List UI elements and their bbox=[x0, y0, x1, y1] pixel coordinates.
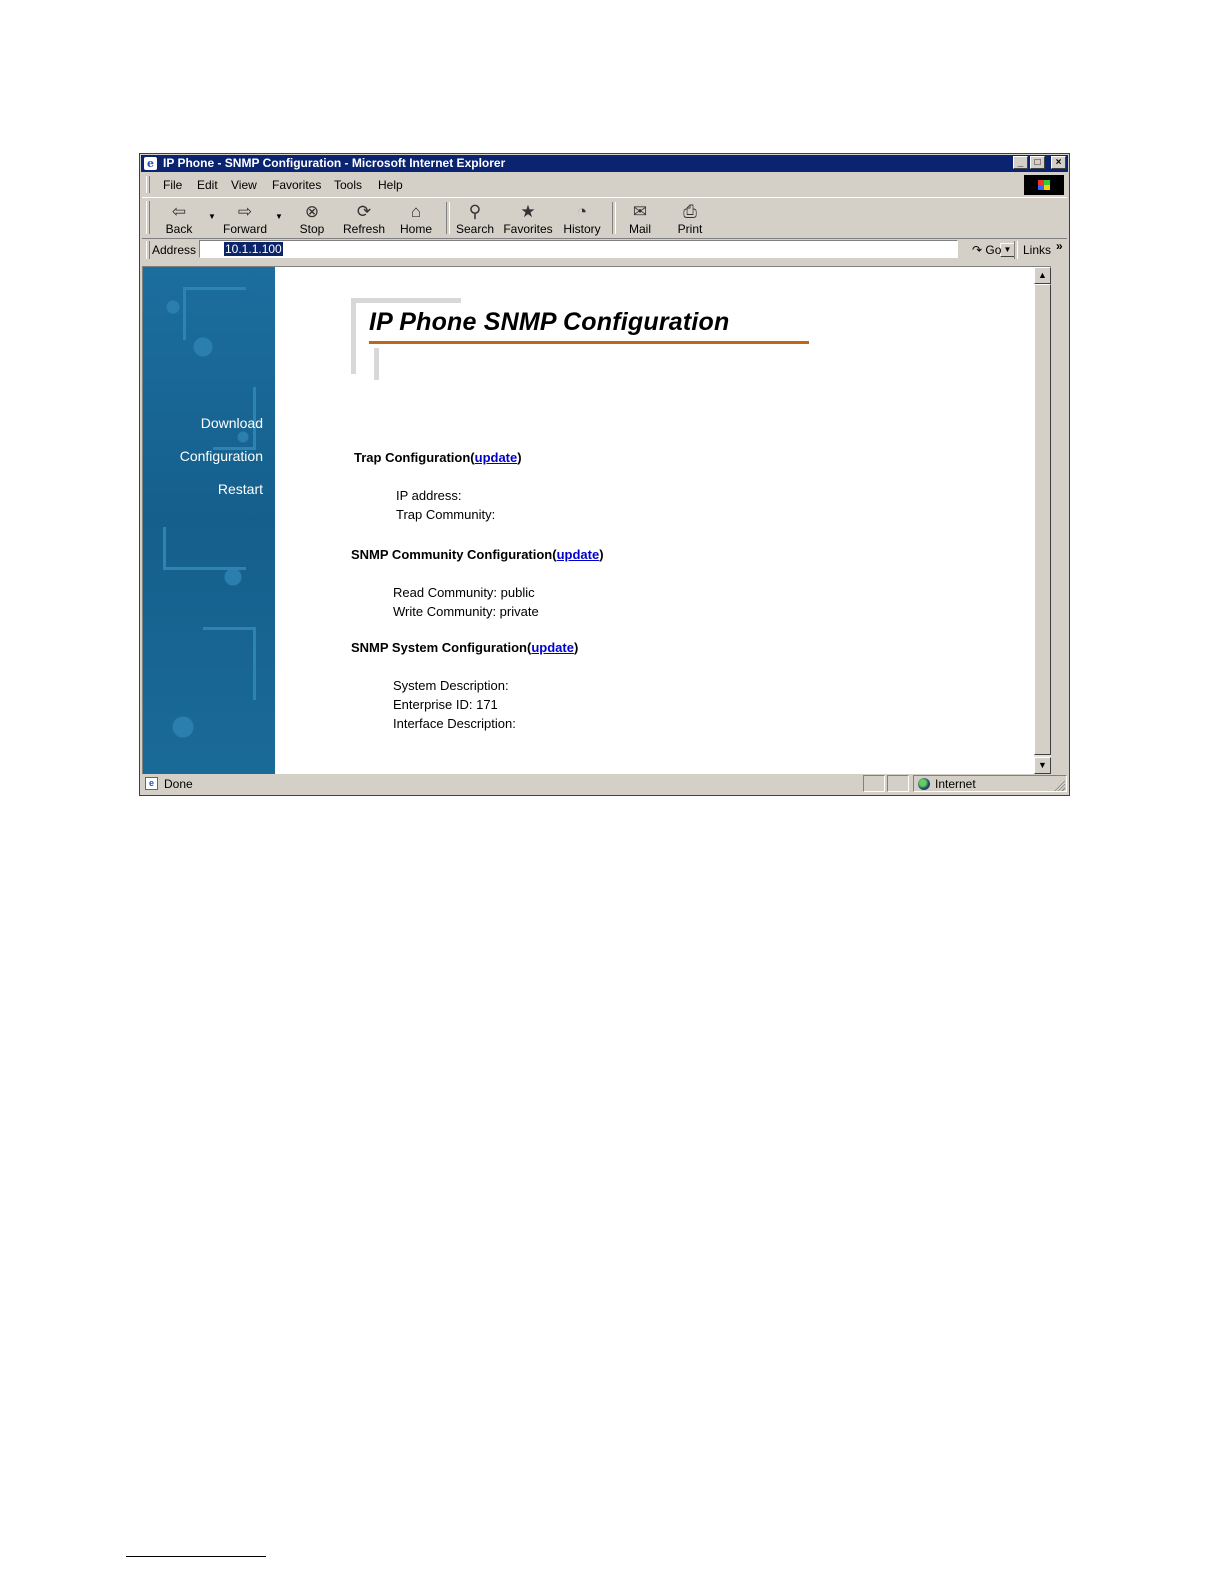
vertical-scrollbar[interactable] bbox=[1034, 267, 1051, 774]
menu-tools[interactable]: Tools bbox=[334, 178, 363, 192]
circuit-trace bbox=[183, 287, 246, 340]
favorites-button[interactable]: ★ Favorites bbox=[503, 202, 553, 236]
status-text: Done bbox=[164, 777, 193, 791]
scroll-thumb[interactable] bbox=[1034, 284, 1051, 755]
go-button[interactable]: ↷ Go bbox=[972, 243, 1002, 257]
forward-dropdown-icon[interactable]: ▼ bbox=[275, 212, 283, 221]
close-button[interactable]: × bbox=[1051, 156, 1066, 169]
address-dropdown-button[interactable]: ▼ bbox=[1000, 243, 1015, 257]
links-chevron-icon[interactable]: » bbox=[1056, 239, 1063, 253]
page-viewport bbox=[142, 266, 1051, 774]
status-bar bbox=[142, 774, 1067, 793]
title-underline bbox=[369, 341, 809, 344]
window-title: IP Phone - SNMP Configuration - Microsoft Internet Explorer bbox=[163, 156, 506, 170]
history-button[interactable]: ◔ History bbox=[560, 200, 604, 236]
scroll-up-button[interactable]: ▲ bbox=[1034, 267, 1051, 284]
favorites-folder-icon: ★ bbox=[520, 202, 536, 221]
printer-icon: ⎙ bbox=[683, 202, 697, 221]
go-arrow-icon: ↷ bbox=[972, 243, 983, 257]
menu-file[interactable]: File bbox=[163, 178, 183, 192]
addressbar-grip[interactable] bbox=[146, 241, 150, 259]
home-button[interactable]: ⌂ Home bbox=[396, 200, 436, 236]
read-community-field: Read Community: public bbox=[393, 585, 535, 600]
links-separator bbox=[1014, 241, 1018, 259]
community-update-link[interactable]: update bbox=[556, 547, 600, 562]
menu-favorites[interactable]: Favorites bbox=[272, 178, 322, 192]
stop-button[interactable]: ⊗ Stop bbox=[292, 200, 332, 236]
minimize-button[interactable]: _ bbox=[1013, 156, 1028, 169]
page-title: IP Phone SNMP Configuration bbox=[369, 308, 730, 336]
main-content bbox=[275, 267, 1034, 774]
scroll-down-button[interactable]: ▼ bbox=[1034, 757, 1051, 774]
refresh-button[interactable]: ⟳ Refresh bbox=[340, 200, 388, 236]
interface-description-field: Interface Description: bbox=[393, 716, 516, 731]
toolbar-separator bbox=[446, 202, 450, 234]
back-button[interactable]: ⇦ Back bbox=[158, 200, 200, 236]
circuit-trace bbox=[163, 527, 246, 570]
windows-logo-icon bbox=[1024, 175, 1064, 195]
nav-configuration[interactable]: Configuration bbox=[179, 448, 263, 464]
menu-view[interactable]: View bbox=[231, 178, 257, 192]
address-label: Address bbox=[152, 243, 197, 257]
browser-window bbox=[139, 153, 1070, 796]
standard-toolbar bbox=[142, 197, 1067, 239]
status-pane bbox=[887, 775, 909, 792]
community-config-heading: SNMP Community Configuration(update) bbox=[351, 547, 604, 562]
resize-grip-icon[interactable] bbox=[1053, 779, 1065, 791]
history-icon: ◔ bbox=[576, 202, 588, 221]
maximize-button[interactable]: □ bbox=[1030, 156, 1045, 169]
menu-bar bbox=[142, 174, 1067, 195]
search-icon: ⚲ bbox=[468, 202, 482, 221]
refresh-icon: ⟳ bbox=[356, 202, 372, 221]
trap-ip-address-field: IP address: bbox=[396, 488, 462, 503]
enterprise-id-field: Enterprise ID: 171 bbox=[393, 697, 498, 712]
mail-button[interactable]: ✉ Mail bbox=[620, 200, 660, 236]
system-update-link[interactable]: update bbox=[531, 640, 574, 655]
toolbar-separator bbox=[612, 202, 616, 234]
menu-help[interactable]: Help bbox=[378, 178, 403, 192]
circuit-trace bbox=[203, 627, 256, 700]
address-bar bbox=[142, 239, 1067, 261]
back-dropdown-icon[interactable]: ▼ bbox=[208, 212, 216, 221]
mail-icon: ✉ bbox=[632, 202, 648, 221]
page-done-icon: e bbox=[145, 777, 158, 790]
print-button[interactable]: ⎙ Print bbox=[672, 200, 708, 236]
footnote-separator bbox=[126, 1556, 266, 1557]
system-config-heading: SNMP System Configuration(update) bbox=[351, 640, 579, 655]
write-community-field: Write Community: private bbox=[393, 604, 539, 619]
links-button[interactable]: Links bbox=[1023, 243, 1052, 257]
system-description-field: System Description: bbox=[393, 678, 509, 693]
forward-button[interactable]: ⇨ Forward bbox=[220, 200, 270, 236]
toolbar-grip[interactable] bbox=[146, 201, 150, 234]
sidebar bbox=[143, 267, 275, 774]
trap-community-field: Trap Community: bbox=[396, 507, 496, 522]
back-arrow-icon: ⇦ bbox=[171, 202, 187, 221]
zone-text: Internet bbox=[935, 777, 976, 791]
trap-update-link[interactable]: update bbox=[474, 450, 518, 465]
address-value[interactable]: 10.1.1.100 bbox=[225, 242, 282, 256]
zone-pane bbox=[913, 775, 1067, 792]
trap-config-heading: Trap Configuration(update) bbox=[354, 450, 522, 465]
stop-icon: ⊗ bbox=[304, 202, 320, 221]
menu-edit[interactable]: Edit bbox=[197, 178, 218, 192]
status-pane bbox=[863, 775, 885, 792]
search-button[interactable]: ⚲ Search bbox=[455, 202, 495, 236]
nav-restart[interactable]: Restart bbox=[217, 481, 263, 497]
ie-logo-icon: e bbox=[144, 157, 157, 170]
title-bar bbox=[141, 155, 1068, 172]
window-controls bbox=[1013, 156, 1066, 169]
nav-download[interactable]: Download bbox=[200, 415, 263, 431]
menubar-grip[interactable] bbox=[146, 176, 150, 193]
home-icon: ⌂ bbox=[410, 202, 422, 221]
forward-arrow-icon: ⇨ bbox=[237, 202, 253, 221]
internet-globe-icon bbox=[918, 778, 930, 790]
